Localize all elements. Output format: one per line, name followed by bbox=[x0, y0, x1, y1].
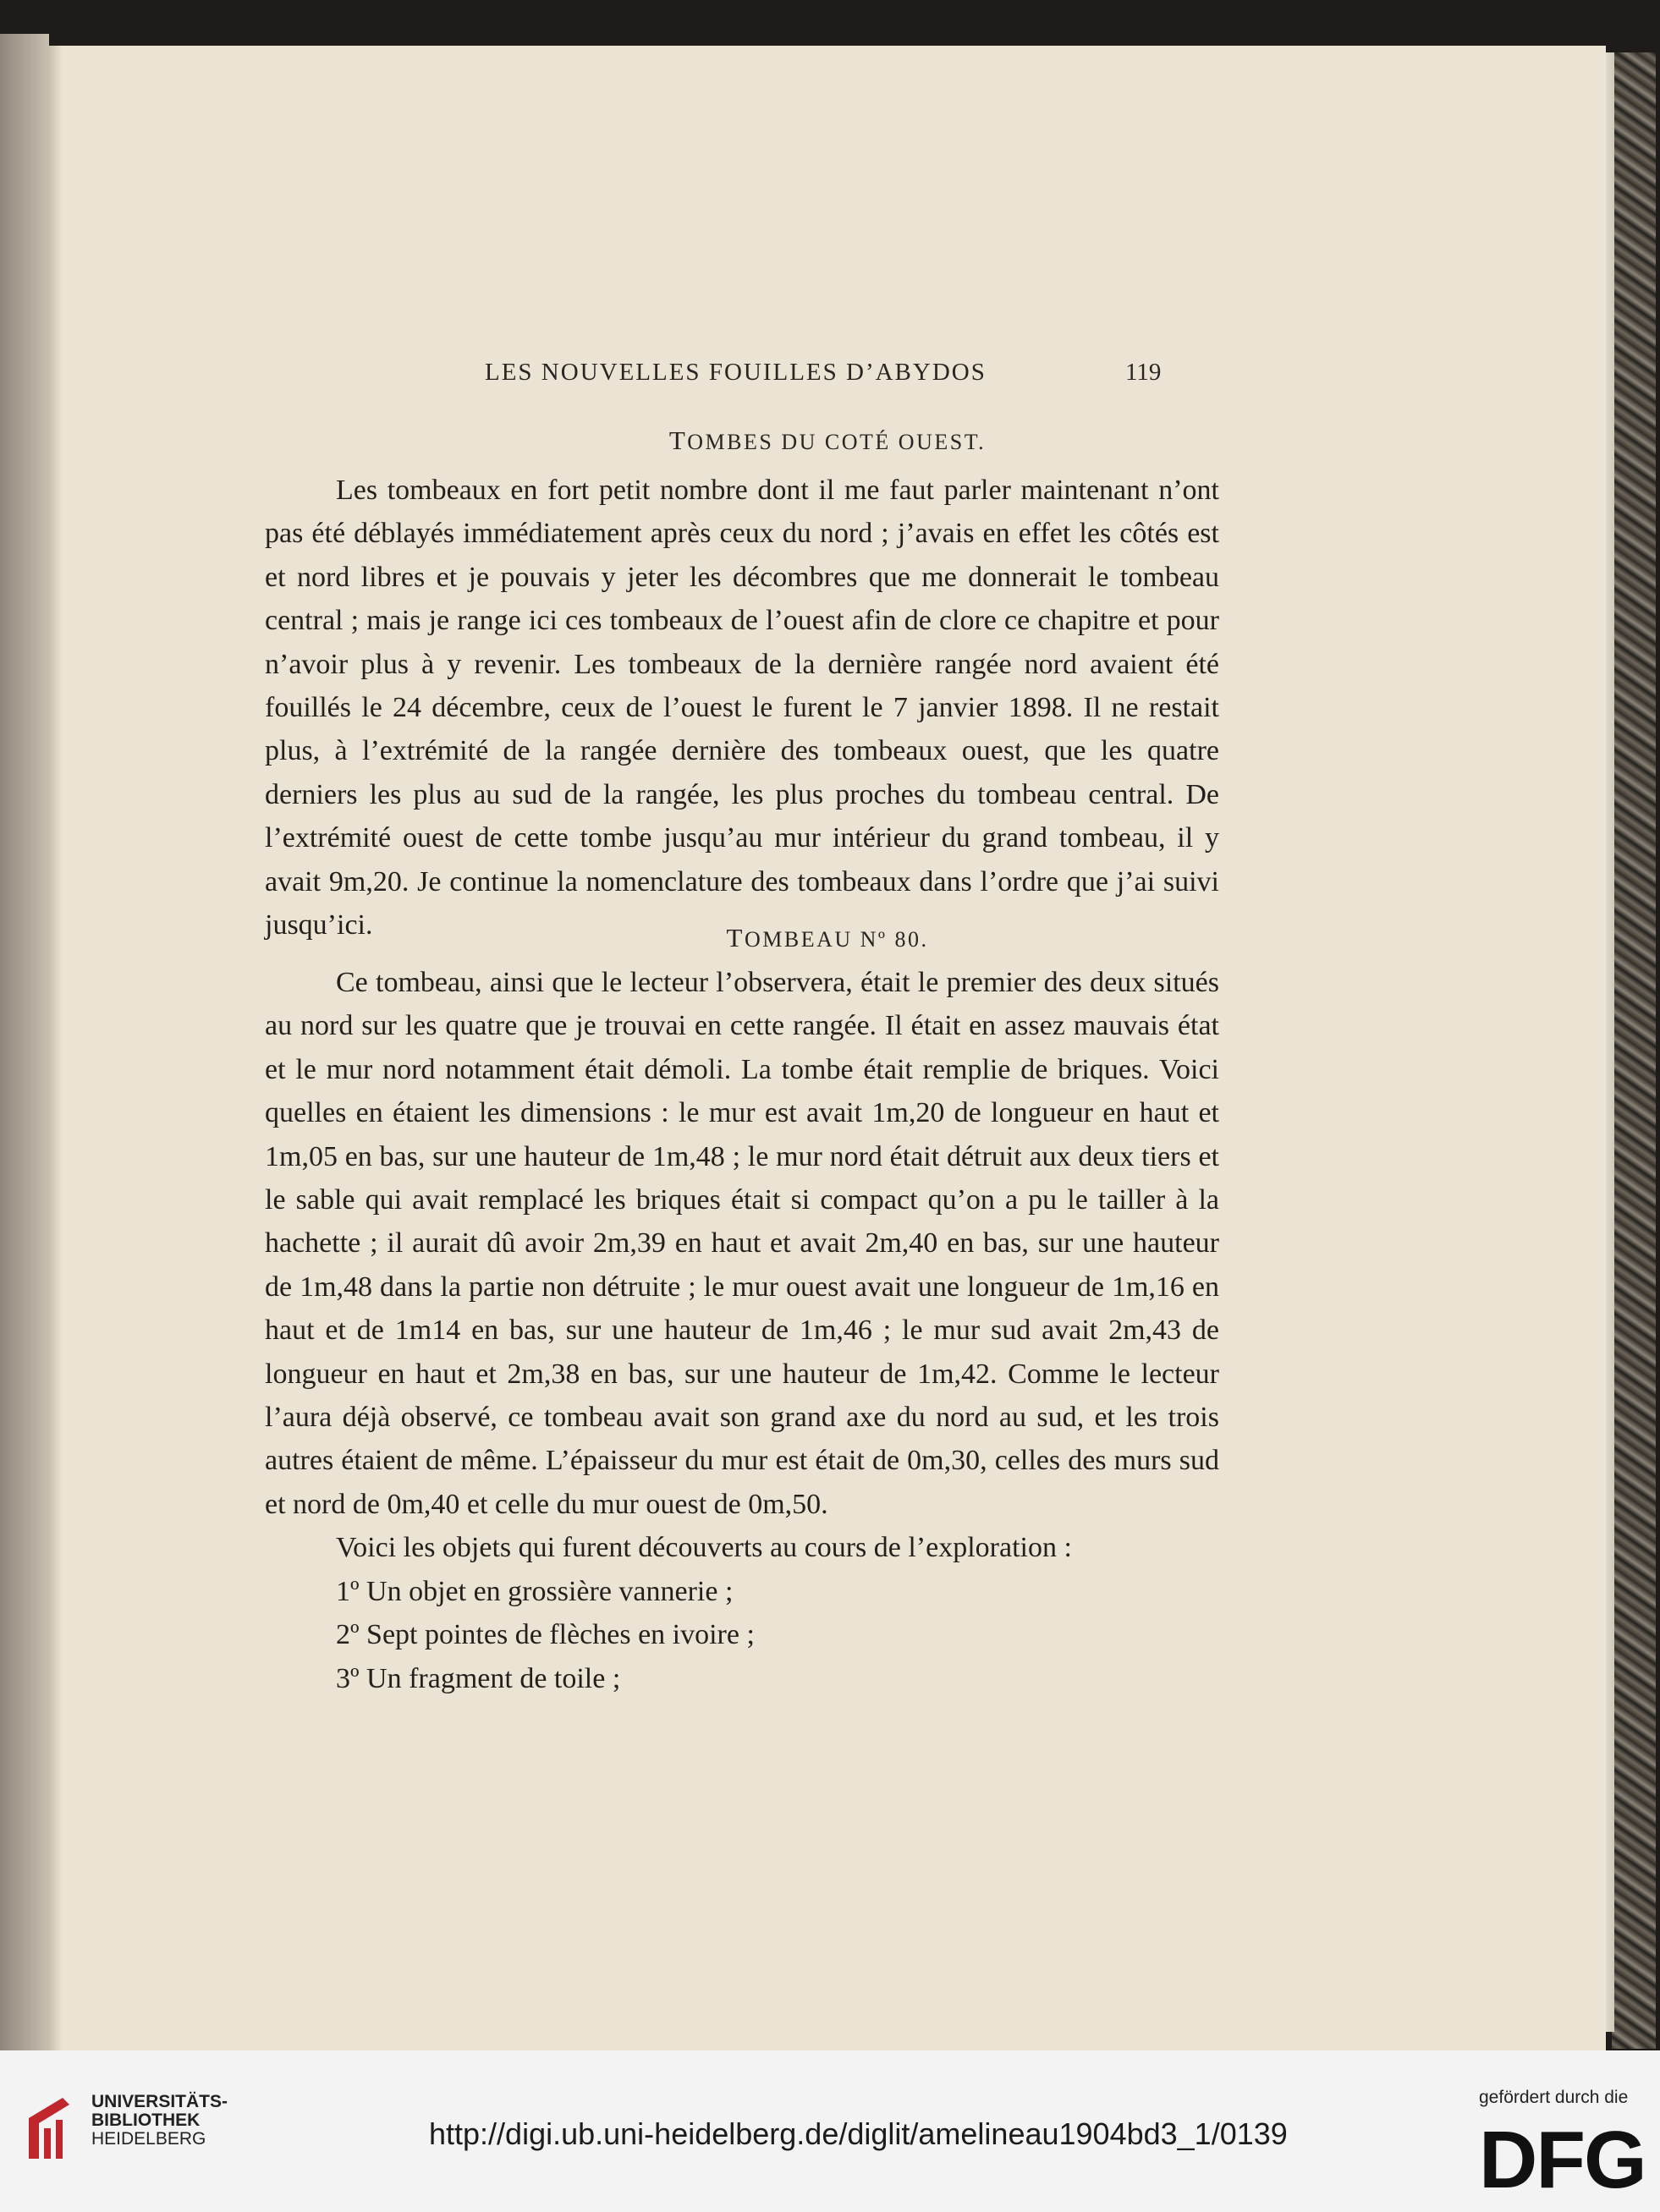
library-line-2: BIBLIOTHEK bbox=[91, 2110, 201, 2130]
marbled-endpaper bbox=[1612, 52, 1656, 2049]
book-cover-left bbox=[0, 34, 49, 2064]
funding-label: gefördert durch die bbox=[1479, 2088, 1629, 2107]
running-title: LES NOUVELLES FOUILLES D’ABYDOS bbox=[485, 359, 987, 386]
section-heading-west-tombs bbox=[49, 425, 1606, 456]
section-heading-tomb-80 bbox=[49, 923, 1606, 953]
list-item: 3º Un fragment de toile ; bbox=[336, 1662, 621, 1694]
library-line-1: UNIVERSITÄTS- bbox=[91, 2092, 228, 2111]
running-head bbox=[49, 359, 1606, 392]
permalink-url[interactable]: http://digi.ub.uni-heidelberg.de/diglit/amelineau1904bd3_1/0139 bbox=[429, 2116, 1288, 2151]
book-page bbox=[49, 46, 1606, 2050]
list-item: 1º Un objet en grossière vannerie ; bbox=[336, 1575, 734, 1607]
heading-text: OMBEAU Nº 80. bbox=[744, 927, 929, 952]
dfg-logo[interactable]: DFG bbox=[1479, 2115, 1646, 2205]
paragraph: Les tombeaux en fort petit nombre dont il me faut parler maintenant n’ont pas été déblayés immédiatement après ceux du nord ; j’avais en effet les côtés est et nord libres et je pouvais y jeter les décombres que me donnerait le tombeau central ; mais je range ici ces tombeaux de l’ouest afin de clore ce chapitre et pour n’avoir plus à y revenir. Les tombeaux de la dernière rangée nord avaient été fouillés le 24 décembre, ceux de l’ouest le furent le 7 janvier 1898. Il ne restait plus, à l’extrémité de la rangée dernière des tombeaux ouest, que les quatre derniers les plus au sud de la rangée, les plus proches du tombeau central. De l’extrémité ouest de cette tombe jusqu’au mur intérieur du grand tombeau, il y avait 9m,20. Je continue la nomenclature des tombeaux dans l’ordre que j’ai suivi jusqu’ici. bbox=[265, 475, 1219, 941]
heading-text: OMBES DU COTÉ OUEST. bbox=[687, 430, 987, 454]
list-item: 2º Sept pointes de flèches en ivoire ; bbox=[336, 1619, 755, 1651]
paragraph: Ce tombeau, ainsi que le lecteur l’observera, était le premier des deux situés au nord sur les quatre que je trouvai en cette rangée. Il était en assez mauvais état et le mur nord notamment était démoli. La tombe était remplie de briques. Voici quelles en étaient les dimensions : le mur est avait 1m,20 de longueur en haut et 1m,05 en bas, sur une hauteur de 1m,48 ; le mur nord était détruit aux deux tiers et le sable qui avait remplacé les briques était si compact qu’on a pu le tailler à la hachette ; il aurait dû avoir 2m,39 en haut et avait 2m,40 en bas, sur une hauteur de 1m,48 dans la partie non détruite ; le mur ouest avait une longueur de 1m,16 en haut et de 1m14 en bas, sur une hauteur de 1m,46 ; le mur sud avait 2m,43 de longueur en haut et 2m,38 en bas, sur une hauteur de 1m,42. Comme le lecteur l’aura déjà observé, ce tombeau avait son grand axe du nord au sud, et les trois autres étaient de même. L’épaisseur du mur est était de 0m,30, celles des murs sud et nord de 0m,40 et celle du mur ouest de 0m,50. bbox=[265, 967, 1219, 1520]
library-logo-icon[interactable] bbox=[25, 2094, 76, 2162]
text-block-2 bbox=[265, 961, 1219, 1700]
footer-bar bbox=[0, 2050, 1660, 2212]
gutter-shadow bbox=[49, 46, 63, 2050]
heading-initial: T bbox=[726, 923, 745, 952]
page-number: 119 bbox=[1125, 359, 1162, 386]
library-line-3: HEIDELBERG bbox=[91, 2129, 206, 2149]
library-name[interactable] bbox=[91, 2093, 228, 2149]
heading-initial: T bbox=[668, 425, 688, 455]
text-block-1 bbox=[265, 469, 1219, 947]
paragraph: Voici les objets qui furent découverts au cours de l’exploration : bbox=[336, 1532, 1072, 1564]
